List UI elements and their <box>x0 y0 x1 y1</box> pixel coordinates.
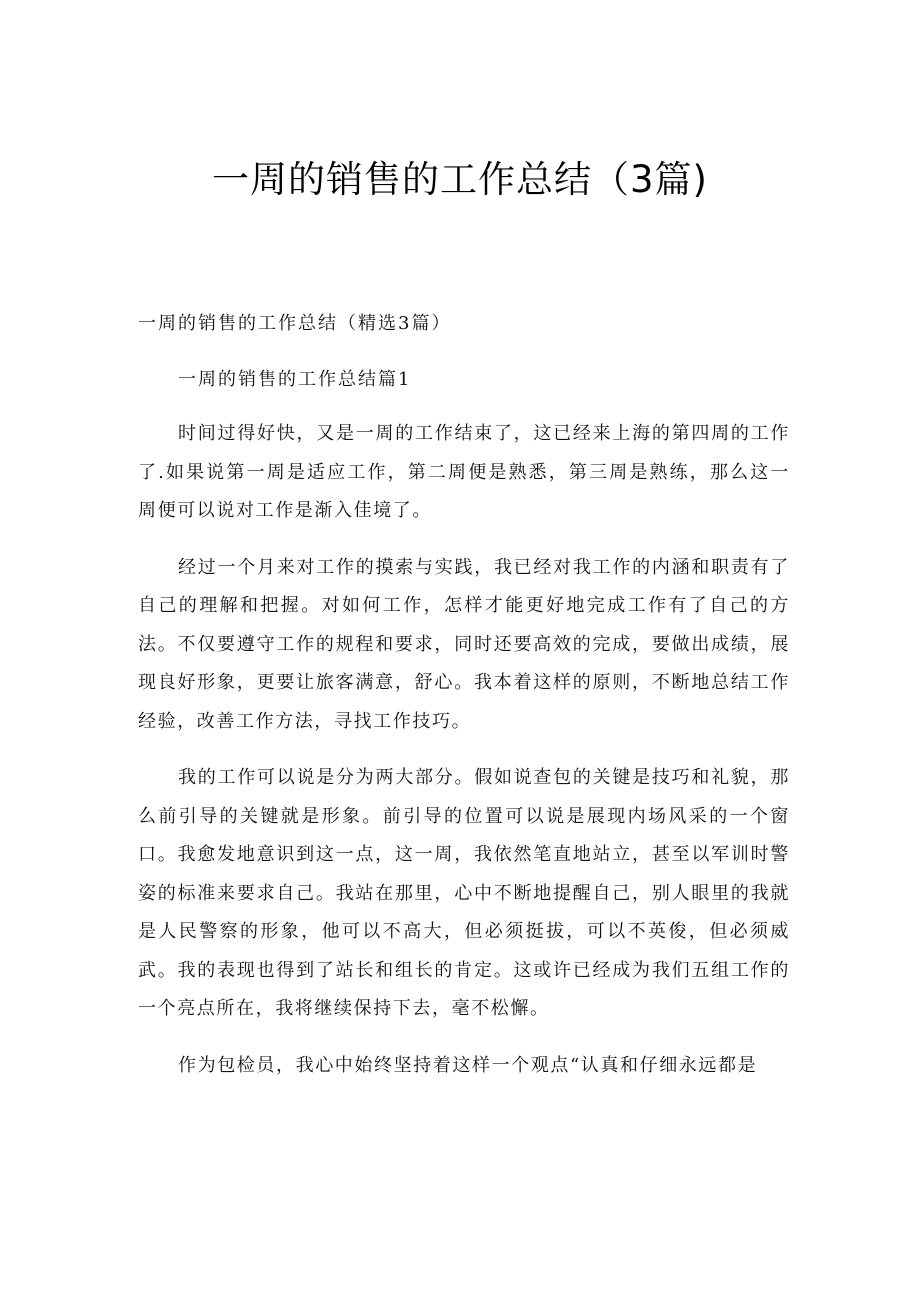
document-subtitle: 一周的销售的工作总结（精选3篇） <box>138 313 452 334</box>
section-heading: 一周的销售的工作总结篇1 <box>178 369 412 390</box>
paragraph-2: 经过一个月来对工作的摸索与实践，我已经对我工作的内涵和职责有了自己的理解和把握。对如何工作，怎样才能更好地完成工作有了自己的方法。不仅要遵守工作的规程和要求，同时还要高效的完成，要做出成绩，展现良好形象，更要让旅客满意，舒心。我本着这样的原则，不断地总结工作经验，改善工作方法，寻找工作技巧。 <box>138 556 790 732</box>
document-title: 一周的销售的工作总结（3篇) <box>212 158 708 201</box>
document-body <box>138 305 790 1103</box>
paragraph-4: 作为包检员，我心中始终坚持着这样一个观点“认真和仔细永远都是 <box>178 1054 758 1076</box>
paragraph-3: 我的工作可以说是分为两大部分。假如说查包的关键是技巧和礼貌，那么前引导的关键就是形象。前引导的位置可以说是展现内场风采的一个窗口。我愈发地意识到这一点，这一周，我依然笔直地站立，甚至以军训时警姿的标准来要求自己。我站在那里，心中不断地提醒自己，别人眼里的我就是人民警察的形象，他可以不高大，但必须挺拔，可以不英俊，但必须威武。我的表现也得到了站长和组长的肯定。这或许已经成为我们五组工作的一个亮点所在，我将继续保持下去，毫不松懈。 <box>138 767 790 1019</box>
paragraph-1: 时间过得好快，又是一周的工作结束了，这已经来上海的第四周的工作了.如果说第一周是适应工作，第二周便是熟悉，第三周是熟练，那么这一周便可以说对工作是渐入佳境了。 <box>138 423 790 521</box>
